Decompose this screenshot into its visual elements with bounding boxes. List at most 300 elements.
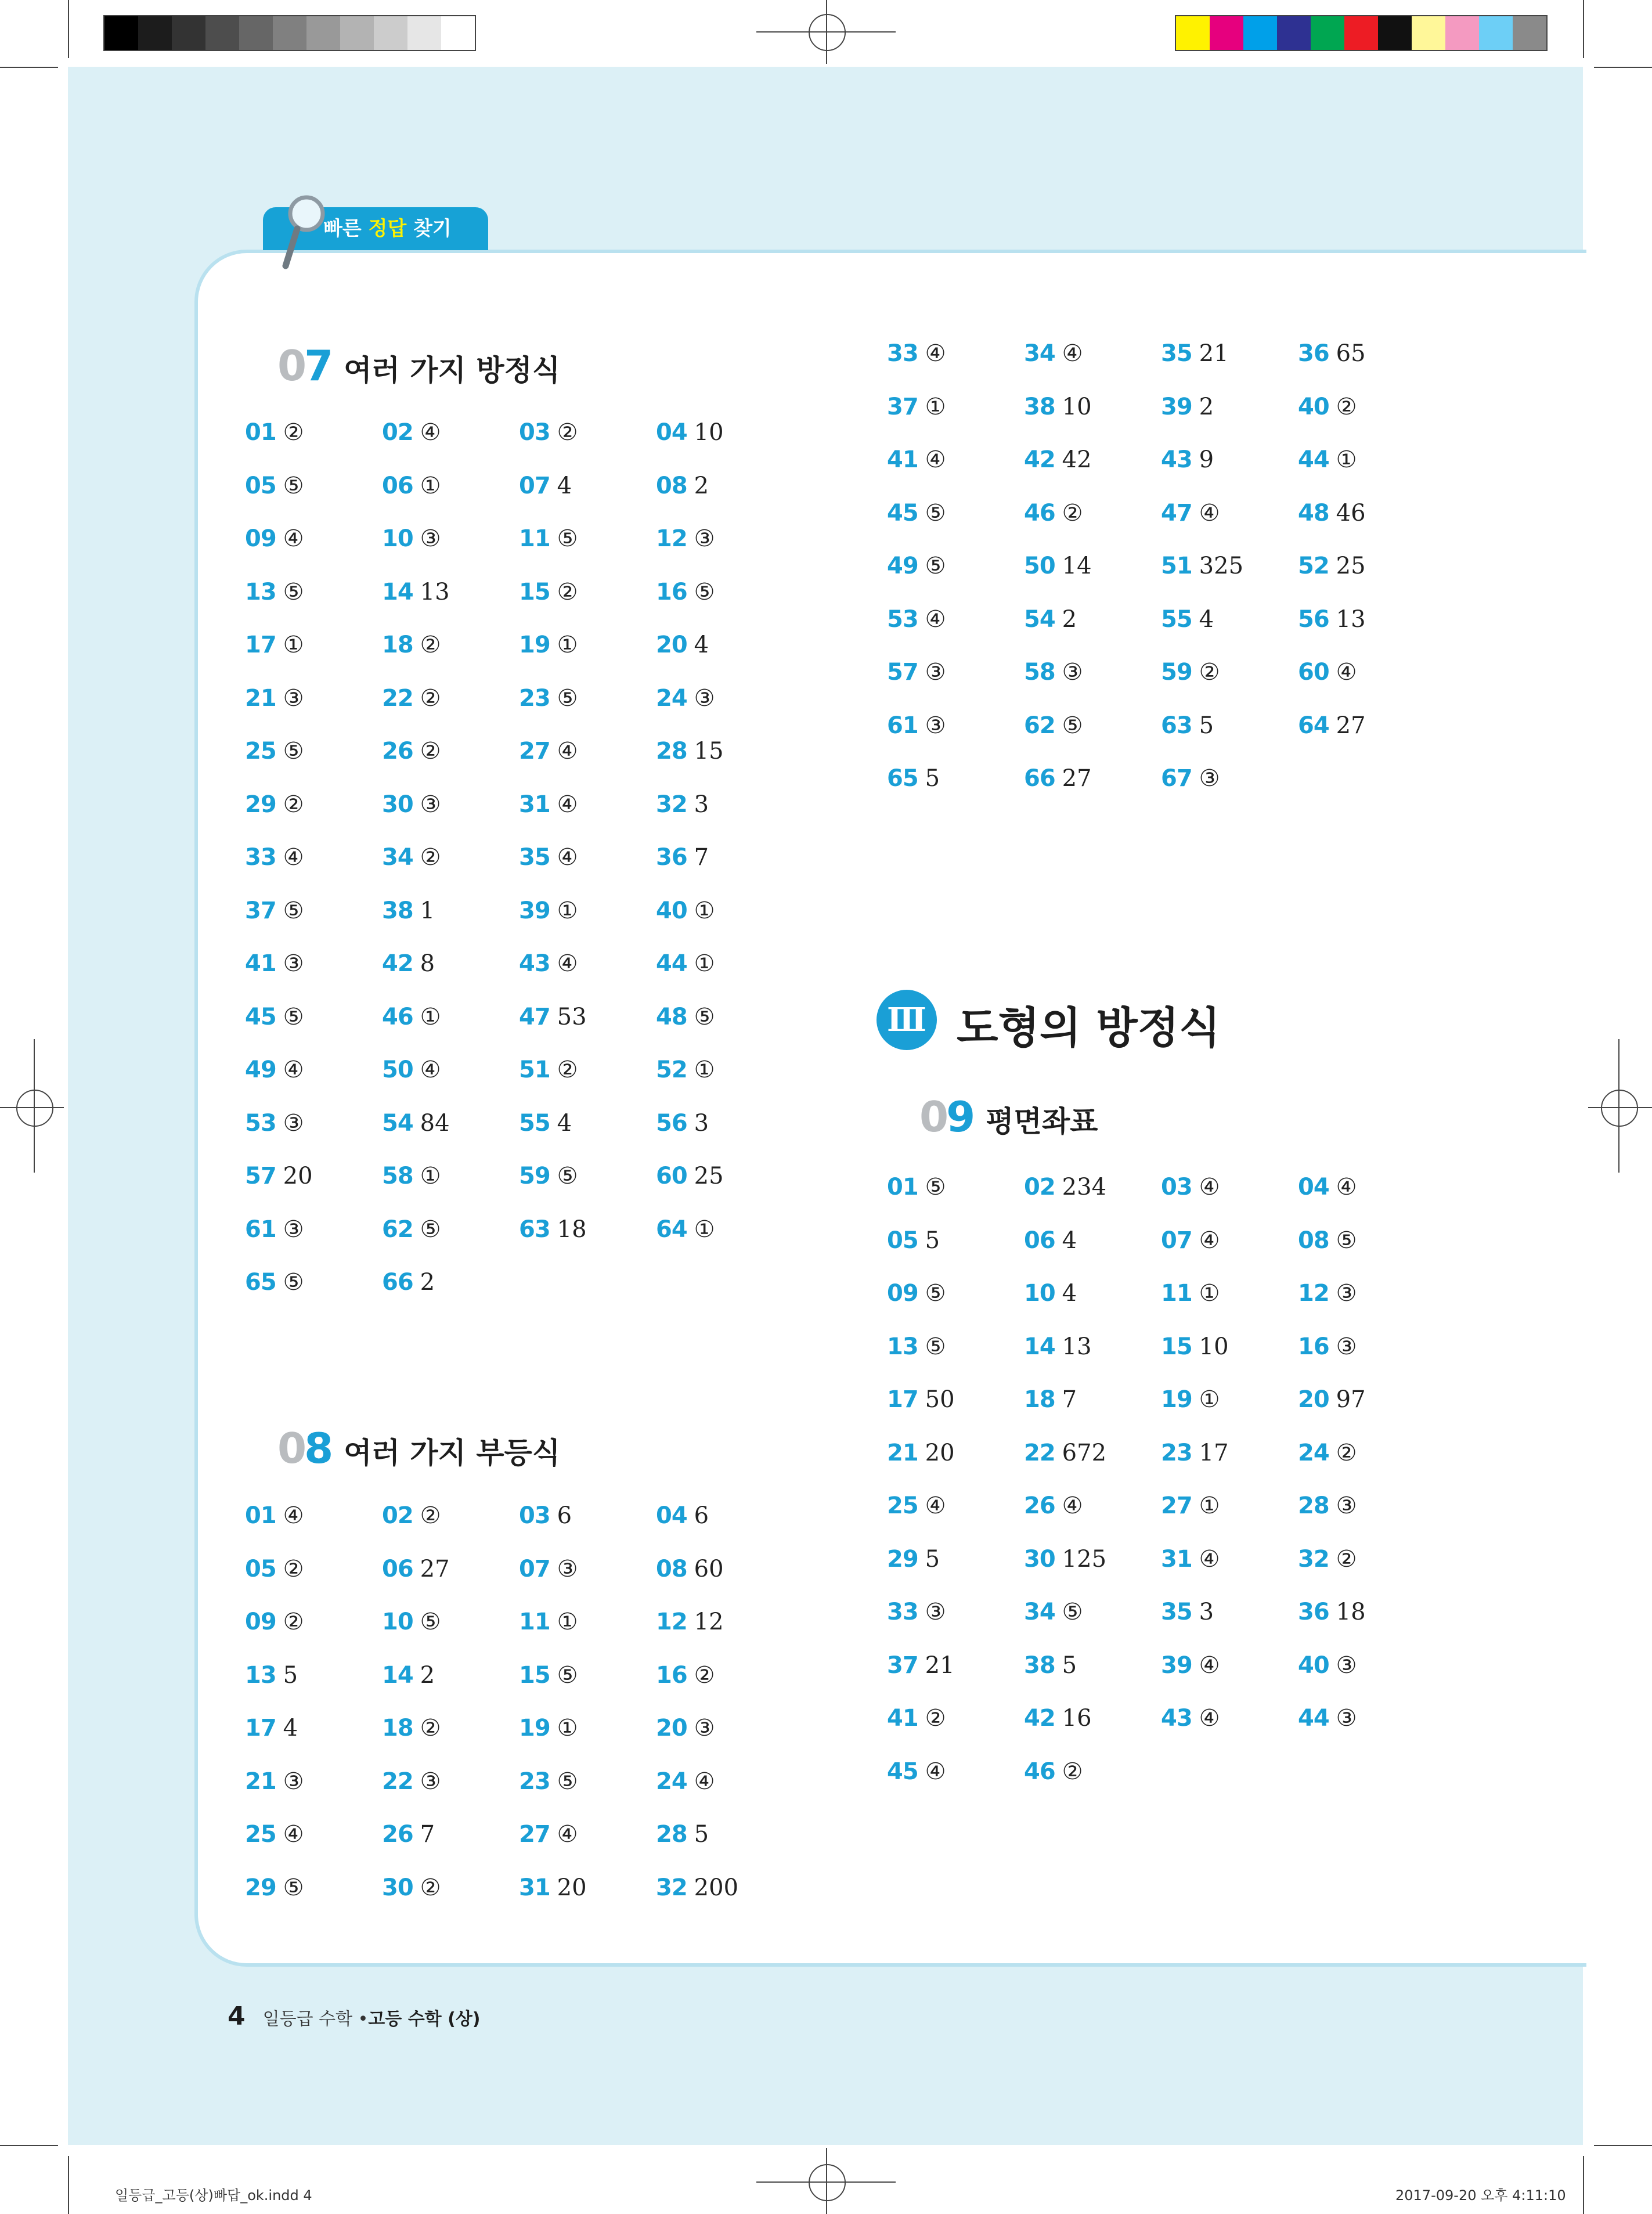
crop-mark <box>1583 2156 1584 2214</box>
question-number: 46 <box>1024 1758 1055 1785</box>
answer-value: ⑤ <box>925 499 946 527</box>
answer-item <box>656 844 709 871</box>
question-number: 06 <box>1024 1227 1055 1254</box>
question-number: 21 <box>887 1439 918 1466</box>
question-number: 40 <box>1298 1652 1329 1679</box>
question-number: 05 <box>245 472 276 499</box>
question-number: 21 <box>245 684 276 712</box>
question-number: 44 <box>1298 446 1329 473</box>
answer-value: ④ <box>420 419 441 446</box>
answer-item <box>245 1502 304 1529</box>
answer-item <box>245 685 304 712</box>
registration-mark <box>809 14 846 51</box>
answer-value: 25 <box>1336 553 1366 579</box>
answer-item <box>519 1768 578 1795</box>
answer-value: ③ <box>283 684 304 712</box>
question-number: 64 <box>656 1216 687 1243</box>
registration-mark <box>826 2148 827 2214</box>
question-number: 45 <box>245 1003 276 1030</box>
question-number: 52 <box>656 1056 687 1083</box>
question-number: 31 <box>519 791 550 818</box>
answer-item <box>1298 1440 1357 1466</box>
color-swatch <box>407 16 441 50</box>
question-number: 39 <box>519 897 550 924</box>
answer-value: ③ <box>283 950 304 977</box>
answer-item <box>1161 394 1214 420</box>
answer-item <box>656 1609 724 1635</box>
question-number: 19 <box>1161 1386 1192 1413</box>
question-number: 30 <box>382 791 413 818</box>
answer-value: ⑤ <box>1062 712 1083 739</box>
question-number: 44 <box>1298 1705 1329 1732</box>
chapter-title: 도형의 방정식 <box>957 1003 1221 1053</box>
answer-item <box>1298 1546 1357 1573</box>
answer-item <box>1024 765 1092 792</box>
answer-value: 200 <box>694 1874 739 1901</box>
question-number: 29 <box>245 1874 276 1901</box>
answer-item <box>1298 659 1357 686</box>
question-number: 45 <box>887 1758 918 1785</box>
answer-item <box>1298 500 1366 527</box>
answer-item <box>519 579 578 605</box>
answer-item <box>519 844 578 871</box>
question-number: 41 <box>887 446 918 473</box>
answer-item <box>887 659 946 686</box>
answer-value: ① <box>694 950 715 977</box>
answer-item <box>1024 446 1092 473</box>
answer-value: ③ <box>694 1715 715 1741</box>
question-number: 64 <box>1298 712 1329 739</box>
question-number: 59 <box>519 1163 550 1189</box>
question-number: 03 <box>519 1502 550 1529</box>
answer-value: ③ <box>283 1216 304 1243</box>
answer-value: 50 <box>925 1386 955 1413</box>
answer-value: 10 <box>1199 1333 1229 1360</box>
answer-value: ④ <box>1199 1545 1220 1573</box>
answer-item <box>887 394 946 420</box>
color-swatch <box>138 16 172 50</box>
question-number: 14 <box>382 578 413 605</box>
answer-item <box>519 897 578 924</box>
answer-item <box>1161 712 1214 739</box>
answer-item <box>1024 1599 1083 1625</box>
answer-value: ③ <box>925 659 946 686</box>
answer-value: 20 <box>283 1163 313 1189</box>
answer-item <box>1161 1492 1220 1519</box>
crop-mark <box>1594 67 1652 68</box>
answer-value: ④ <box>1199 499 1220 527</box>
question-number: 38 <box>382 897 413 924</box>
question-number: 48 <box>656 1003 687 1030</box>
question-number: 09 <box>887 1280 918 1307</box>
question-number: 06 <box>382 1555 413 1582</box>
answer-value: ③ <box>557 1555 578 1582</box>
answer-value: 12 <box>694 1609 724 1635</box>
answer-item <box>519 525 578 552</box>
question-number: 22 <box>382 684 413 712</box>
question-number: 20 <box>656 632 687 658</box>
question-number: 58 <box>1024 659 1055 686</box>
answer-value: 4 <box>557 1109 572 1137</box>
answer-value: 25 <box>694 1163 724 1189</box>
answer-value: 2 <box>420 1269 435 1296</box>
question-number: 05 <box>245 1555 276 1582</box>
question-number: 01 <box>887 1174 918 1200</box>
question-number: 07 <box>519 472 550 499</box>
question-number: 30 <box>1024 1545 1055 1573</box>
registration-mark <box>826 0 827 64</box>
answer-value: ⑤ <box>283 578 304 605</box>
grayscale-color-bar <box>103 15 476 51</box>
question-number: 34 <box>1024 340 1055 367</box>
answer-value: ⑤ <box>283 1003 304 1030</box>
crop-mark <box>0 67 58 68</box>
answer-item <box>1024 1492 1083 1519</box>
question-number: 28 <box>656 738 687 765</box>
answer-value: 60 <box>694 1555 724 1582</box>
question-number: 27 <box>519 1821 550 1848</box>
section-title-07: 07 여러 가지 방정식 <box>277 341 561 390</box>
question-number: 67 <box>1161 765 1192 792</box>
answer-value: 17 <box>1199 1439 1229 1466</box>
answer-item <box>1024 1705 1092 1732</box>
question-number: 05 <box>887 1227 918 1254</box>
answer-item <box>887 1599 946 1625</box>
answer-value: 5 <box>925 765 940 792</box>
question-number: 65 <box>887 765 918 792</box>
answer-item <box>1161 1546 1220 1573</box>
color-swatch <box>1210 16 1243 50</box>
question-number: 32 <box>656 791 687 818</box>
question-number: 57 <box>245 1163 276 1189</box>
answer-value: 5 <box>283 1661 298 1689</box>
answer-value: ③ <box>1062 659 1083 686</box>
answer-item <box>519 685 578 712</box>
registration-mark <box>1588 1107 1652 1108</box>
question-number: 48 <box>1298 499 1329 527</box>
answer-value: ④ <box>1336 659 1357 686</box>
question-number: 13 <box>245 578 276 605</box>
answer-value: ① <box>694 897 715 924</box>
question-number: 45 <box>887 499 918 527</box>
answer-value: ④ <box>557 844 578 871</box>
color-swatch <box>205 16 239 50</box>
registration-mark <box>1601 1090 1638 1127</box>
question-number: 36 <box>1298 340 1329 367</box>
answer-value: 10 <box>694 419 724 446</box>
answer-item <box>245 525 304 552</box>
question-number: 08 <box>1298 1227 1329 1254</box>
answer-item <box>1298 340 1366 367</box>
answer-value: ③ <box>1336 1705 1357 1732</box>
answer-value: ③ <box>925 1599 946 1625</box>
color-swatch <box>1277 16 1311 50</box>
answer-value: 7 <box>694 844 709 871</box>
question-number: 10 <box>382 525 413 552</box>
question-number: 53 <box>887 605 918 633</box>
answer-value: ③ <box>283 1768 304 1795</box>
question-number: 54 <box>1024 605 1055 633</box>
answer-value: ② <box>1336 393 1357 420</box>
question-number: 49 <box>245 1056 276 1083</box>
answer-value: ⑤ <box>283 1269 304 1296</box>
answer-item <box>382 1163 441 1189</box>
question-number: 23 <box>519 684 550 712</box>
answer-value: ③ <box>1336 1333 1357 1360</box>
question-number: 18 <box>382 1715 413 1741</box>
question-number: 31 <box>1161 1545 1192 1573</box>
answer-item <box>1024 1652 1077 1679</box>
answer-value: ④ <box>1062 340 1083 367</box>
answer-item <box>382 844 441 871</box>
answer-value: ② <box>1062 499 1083 527</box>
answer-item <box>656 632 709 658</box>
answer-item <box>887 1386 955 1413</box>
answer-item <box>1024 553 1092 579</box>
question-number: 49 <box>887 553 918 579</box>
answer-item <box>245 791 304 818</box>
answer-value: ④ <box>1199 1174 1220 1200</box>
color-swatch <box>1412 16 1445 50</box>
answer-value: ④ <box>557 791 578 818</box>
answer-value: 2 <box>694 472 709 499</box>
answer-value: ④ <box>557 950 578 977</box>
answer-value: ④ <box>1336 1174 1357 1200</box>
answer-item <box>1161 553 1243 579</box>
answer-value: ⑤ <box>283 897 304 924</box>
question-number: 40 <box>1298 393 1329 420</box>
crop-mark <box>1583 0 1584 58</box>
color-swatch <box>1445 16 1479 50</box>
question-number: 14 <box>1024 1333 1055 1360</box>
question-number: 43 <box>1161 1705 1192 1732</box>
answer-item <box>519 1216 587 1243</box>
answer-value: ④ <box>925 605 946 633</box>
question-number: 32 <box>1298 1545 1329 1573</box>
answer-value: 4 <box>694 632 709 658</box>
question-number: 02 <box>382 1502 413 1529</box>
answer-value: ⑤ <box>557 684 578 712</box>
answer-value: 5 <box>925 1227 940 1254</box>
answer-item <box>382 1768 441 1795</box>
answer-value: ④ <box>1199 1652 1220 1679</box>
answer-item <box>245 1216 304 1243</box>
answer-value: ③ <box>420 525 441 552</box>
question-number: 33 <box>887 1599 918 1625</box>
answer-item <box>382 1269 435 1296</box>
answer-value: ① <box>420 1003 441 1030</box>
answer-value: ⑤ <box>557 1661 578 1689</box>
question-number: 18 <box>1024 1386 1055 1413</box>
answer-value: 13 <box>1062 1333 1092 1360</box>
answer-item <box>1298 1652 1357 1679</box>
answer-value: ⑤ <box>283 472 304 499</box>
answer-value: ① <box>1199 1492 1220 1519</box>
answer-value: 7 <box>420 1821 435 1848</box>
answer-value: ② <box>557 1056 578 1083</box>
answer-item <box>656 897 715 924</box>
answer-value: ③ <box>694 684 715 712</box>
question-number: 02 <box>382 419 413 446</box>
question-number: 09 <box>245 525 276 552</box>
answer-value: ② <box>694 1661 715 1689</box>
answer-value: ⑤ <box>925 1333 946 1360</box>
answer-item <box>1024 1440 1106 1466</box>
answer-value: 18 <box>557 1216 587 1243</box>
answer-item <box>1161 1280 1220 1307</box>
question-number: 11 <box>519 1609 550 1635</box>
question-number: 58 <box>382 1163 413 1189</box>
question-number: 62 <box>1024 712 1055 739</box>
answer-item <box>382 1715 441 1741</box>
answer-item <box>1024 659 1083 686</box>
answer-item <box>245 1821 304 1848</box>
answer-item <box>382 632 441 658</box>
answer-item <box>519 1110 572 1137</box>
answer-value: 125 <box>1062 1545 1107 1573</box>
answer-value: 46 <box>1336 499 1366 527</box>
question-number: 39 <box>1161 1652 1192 1679</box>
answer-item <box>519 791 578 818</box>
question-number: 22 <box>382 1768 413 1795</box>
question-number: 56 <box>1298 605 1329 633</box>
question-number: 26 <box>382 1821 413 1848</box>
answer-item <box>656 1110 709 1137</box>
answer-item <box>656 1556 724 1582</box>
color-swatch <box>306 16 340 50</box>
question-number: 19 <box>519 632 550 658</box>
answer-item <box>1024 394 1092 420</box>
answer-item <box>1161 446 1214 473</box>
question-number: 66 <box>1024 765 1055 792</box>
answer-item <box>519 419 578 446</box>
answer-item <box>1298 1599 1366 1625</box>
answer-item <box>656 1502 709 1529</box>
question-number: 60 <box>656 1163 687 1189</box>
answer-item <box>1161 765 1220 792</box>
answer-value: ⑤ <box>557 1163 578 1189</box>
question-number: 54 <box>382 1109 413 1137</box>
answer-value: ② <box>420 684 441 712</box>
answer-item <box>1298 1280 1357 1307</box>
answer-value: ③ <box>1199 765 1220 792</box>
question-number: 02 <box>1024 1174 1055 1200</box>
color-swatch <box>1311 16 1344 50</box>
question-number: 32 <box>656 1874 687 1901</box>
question-number: 33 <box>245 844 276 871</box>
answer-item <box>519 632 578 658</box>
answer-item <box>656 525 715 552</box>
question-number: 36 <box>1298 1599 1329 1625</box>
answer-item <box>519 738 578 765</box>
answer-item <box>519 1821 578 1848</box>
answer-value: ④ <box>925 1758 946 1785</box>
question-number: 42 <box>1024 446 1055 473</box>
answer-value: ④ <box>694 1768 715 1795</box>
color-swatch <box>1243 16 1277 50</box>
question-number: 01 <box>245 419 276 446</box>
answer-value: 21 <box>925 1652 955 1679</box>
answer-item <box>1298 1174 1357 1200</box>
answer-value: 27 <box>1336 712 1366 739</box>
answer-value: 3 <box>1199 1599 1214 1625</box>
answer-item <box>1298 1705 1357 1732</box>
answer-value: ② <box>420 738 441 765</box>
answer-value: 4 <box>557 472 572 499</box>
question-number: 12 <box>1298 1280 1329 1307</box>
question-number: 36 <box>656 844 687 871</box>
color-swatch <box>1378 16 1412 50</box>
question-number: 15 <box>519 1661 550 1689</box>
answer-item <box>887 606 946 633</box>
answer-item <box>245 738 304 765</box>
answer-item <box>245 1609 304 1635</box>
question-number: 25 <box>245 738 276 765</box>
question-number: 14 <box>382 1661 413 1689</box>
answer-item <box>887 765 940 792</box>
answer-value: ③ <box>694 525 715 552</box>
answer-item <box>887 1280 946 1307</box>
answer-value: ⑤ <box>925 553 946 579</box>
answer-item <box>887 1174 946 1200</box>
question-number: 62 <box>382 1216 413 1243</box>
answer-item <box>1298 553 1366 579</box>
answer-item <box>245 844 304 871</box>
answer-value: 9 <box>1199 446 1214 473</box>
answer-value: ④ <box>1062 1492 1083 1519</box>
question-number: 08 <box>656 472 687 499</box>
answer-item <box>1298 712 1366 739</box>
question-number: 08 <box>656 1555 687 1582</box>
answer-value: ① <box>283 632 304 658</box>
color-swatch <box>340 16 374 50</box>
book-subtitle: 고등 수학 (상) <box>368 2009 481 2029</box>
answer-value: 42 <box>1062 446 1092 473</box>
question-number: 10 <box>382 1609 413 1635</box>
question-number: 52 <box>1298 553 1329 579</box>
answer-value: 2 <box>420 1661 435 1689</box>
answer-value: ④ <box>557 1821 578 1848</box>
answer-item <box>887 446 946 473</box>
question-number: 63 <box>519 1216 550 1243</box>
question-number: 33 <box>887 340 918 367</box>
answer-value: ① <box>694 1056 715 1083</box>
question-number: 37 <box>887 1652 918 1679</box>
answer-value: 8 <box>420 950 435 977</box>
answer-item <box>519 950 578 977</box>
answer-value: 3 <box>694 791 709 818</box>
answer-value: ② <box>283 1555 304 1582</box>
answer-item <box>1024 1546 1106 1573</box>
answer-item <box>245 1556 304 1582</box>
answer-item <box>245 1004 304 1030</box>
answer-value: 5 <box>1199 712 1214 739</box>
answer-value: ④ <box>420 1056 441 1083</box>
answer-item <box>519 1056 578 1083</box>
answer-value: ⑤ <box>557 1768 578 1795</box>
question-number: 15 <box>519 578 550 605</box>
answer-value: ② <box>283 419 304 446</box>
answer-value: ④ <box>283 1821 304 1848</box>
answer-value: ① <box>925 393 946 420</box>
answer-item <box>887 1705 946 1732</box>
answer-item <box>1161 500 1220 527</box>
question-number: 12 <box>656 1609 687 1635</box>
answer-value: 53 <box>557 1003 587 1030</box>
question-number: 30 <box>382 1874 413 1901</box>
answer-item <box>1024 1280 1077 1307</box>
color-swatch <box>441 16 475 50</box>
